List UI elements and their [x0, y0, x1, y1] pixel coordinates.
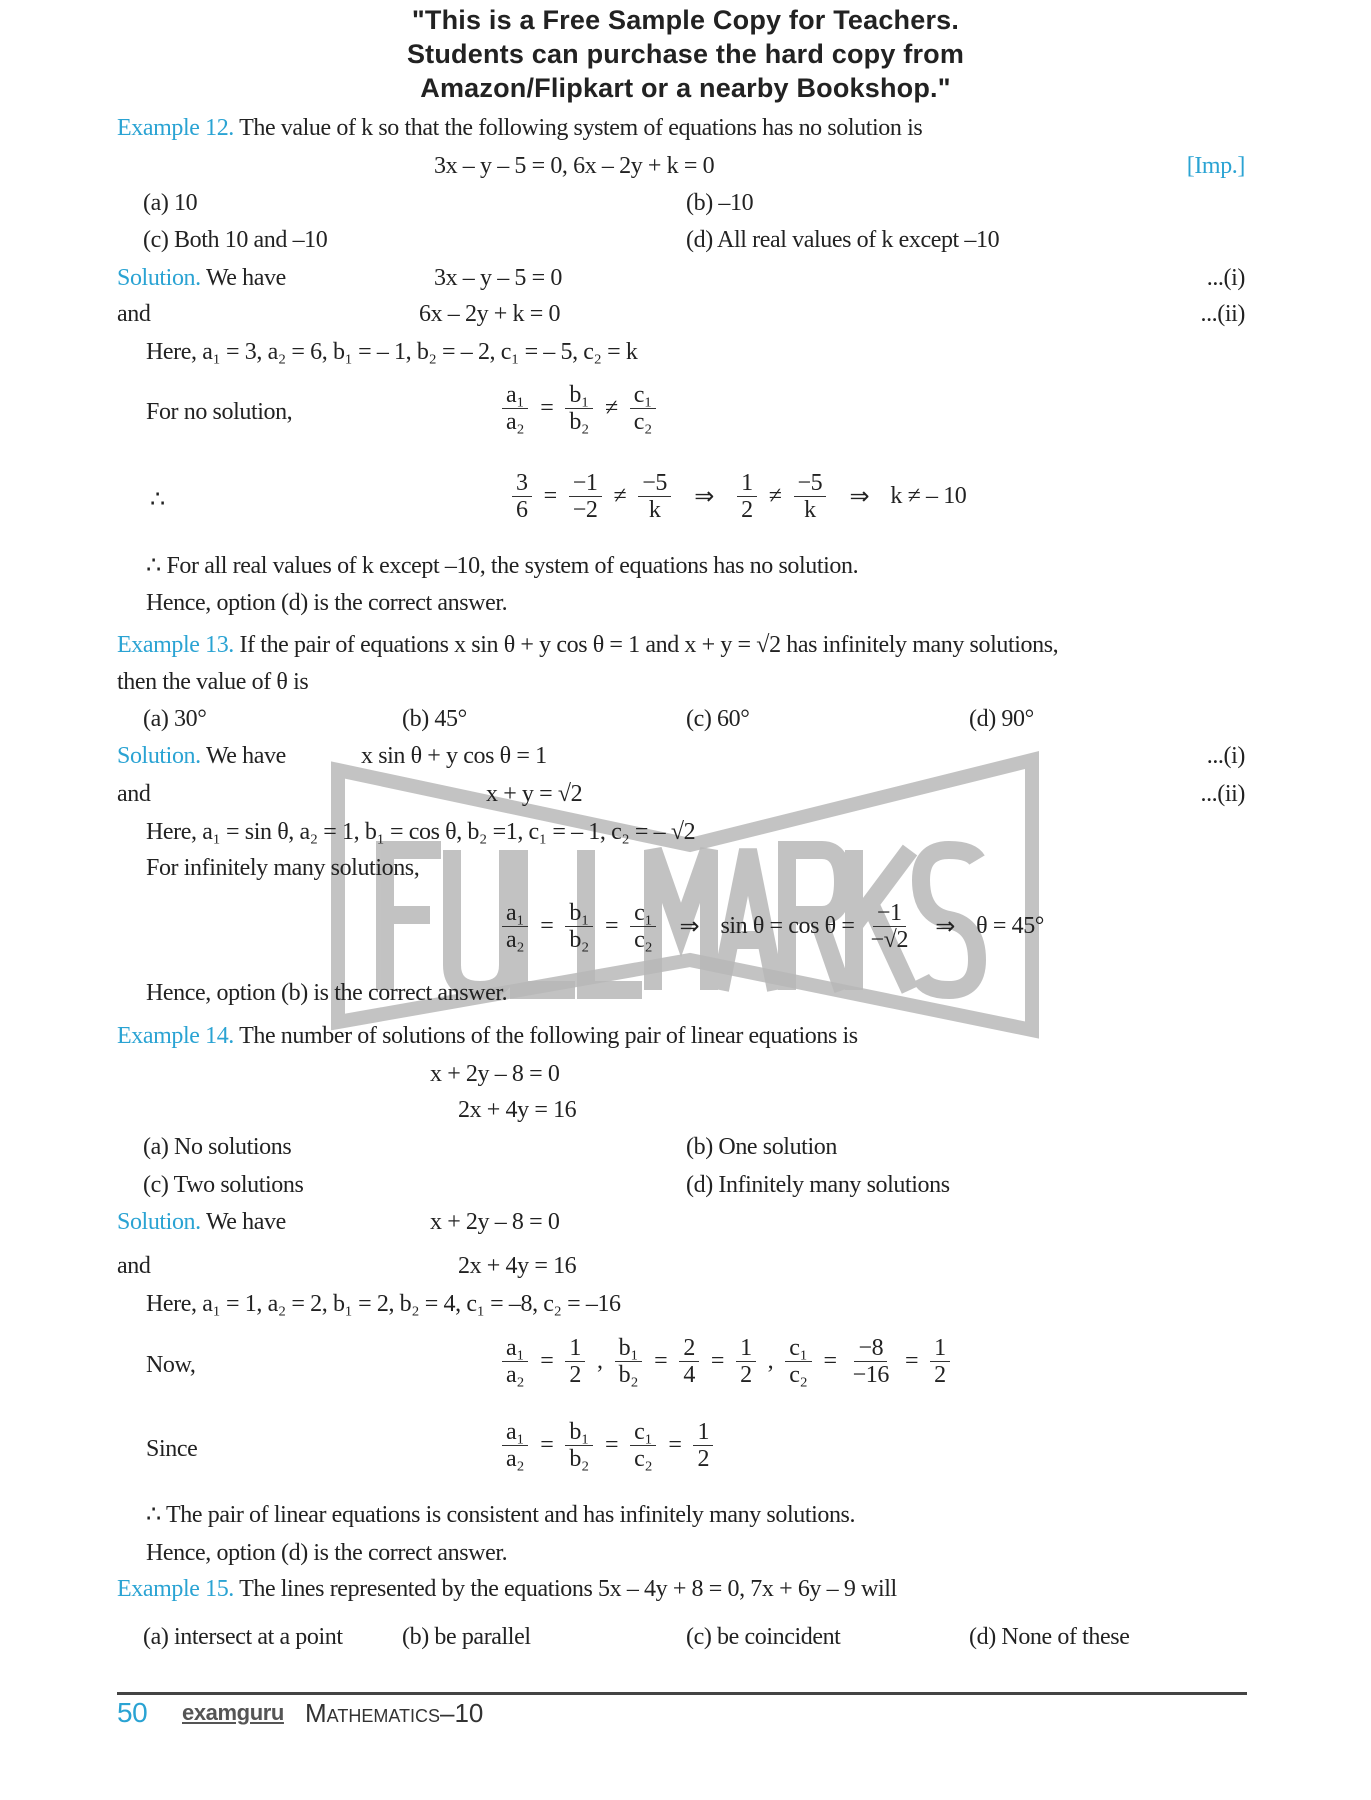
- fraction: [502, 1419, 528, 1472]
- denominator: a₂: [506, 927, 525, 953]
- numerator: −8: [854, 1335, 887, 1362]
- fraction: [512, 470, 532, 523]
- we-have: We have: [205, 743, 286, 769]
- option-a: (a) No solutions: [143, 1134, 292, 1160]
- math-symbol: =: [540, 395, 554, 421]
- option-d: (d) 90°: [969, 706, 1034, 732]
- option-c: (c) Two solutions: [143, 1172, 304, 1198]
- denominator: a₂: [506, 409, 525, 435]
- math-symbol: k ≠ – 10: [890, 483, 967, 509]
- solution-label: Solution.: [117, 743, 201, 769]
- denominator: k: [648, 497, 661, 523]
- we-have: We have: [205, 265, 286, 291]
- numerator: c₁: [785, 1335, 811, 1362]
- math-symbol: ⇒: [668, 914, 711, 940]
- equation-tag-1: ...(i): [1206, 743, 1245, 769]
- now-label: Now,: [146, 1352, 196, 1378]
- numerator: 1: [737, 470, 757, 497]
- condition-label: For infinitely many solutions,: [146, 855, 420, 881]
- equation-1: x sin θ + y cos θ = 1: [361, 743, 547, 769]
- numerator: a₁: [502, 1419, 528, 1446]
- condition-label: For no solution,: [146, 399, 293, 425]
- fraction: [565, 1419, 593, 1472]
- fraction: [867, 900, 913, 953]
- option-b: (b) One solution: [686, 1134, 837, 1160]
- math-symbol: =: [710, 1348, 725, 1374]
- fraction: [502, 900, 528, 953]
- equation-2: x + y = √2: [486, 781, 583, 807]
- condition-formula: [500, 382, 658, 435]
- question-text: The lines represented by the equations 5x – 4y + 8 = 0, 7x + 6y – 9 will: [239, 1576, 897, 1602]
- importance-tag: [Imp.]: [1186, 153, 1245, 179]
- equation-tag-2: ...(ii): [1200, 781, 1245, 807]
- fraction: [785, 1335, 811, 1388]
- coefficients: Here, a₁ = 1, a₂ = 2, b₁ = 2, b₂ = 4, c₁ = –8, c₂ = –16: [146, 1291, 621, 1317]
- example-13-question: [117, 631, 1058, 659]
- denominator: 2: [741, 497, 753, 523]
- math-symbol: ,: [767, 1348, 774, 1374]
- math-symbol: sin θ = cos θ =: [720, 913, 855, 939]
- and-label: and: [117, 1253, 151, 1279]
- sample-notice-line-1: "This is a Free Sample Copy for Teachers.: [411, 5, 960, 35]
- coefficients: Here, a₁ = 3, a₂ = 6, b₁ = – 1, b₂ = – 2, c₁ = – 5, c₂ = k: [146, 339, 638, 365]
- numerator: b₁: [615, 1335, 643, 1362]
- book-title: Mathematics–10: [305, 1698, 484, 1728]
- numerator: a₁: [502, 900, 528, 927]
- equation-1: 3x – y – 5 = 0: [434, 265, 562, 291]
- and-label: and: [117, 301, 151, 327]
- solution-label: Solution.: [117, 1209, 201, 1235]
- numerator: 1: [736, 1335, 756, 1362]
- solution-intro: [117, 264, 286, 292]
- numerator: 1: [693, 1419, 713, 1446]
- footer-divider: [117, 1692, 1247, 1695]
- example-label: Example 14.: [117, 1023, 234, 1049]
- fraction: [630, 900, 656, 953]
- numerator: b₁: [565, 1419, 593, 1446]
- denominator: k: [804, 497, 816, 523]
- ratio-calculation: [500, 1335, 952, 1388]
- numerator: −5: [794, 470, 827, 497]
- math-symbol: =: [540, 1348, 554, 1374]
- we-have: We have: [205, 1209, 286, 1235]
- option-a: (a) 10: [143, 190, 198, 216]
- numerator: 3: [512, 470, 532, 497]
- solution-intro: [117, 1208, 286, 1236]
- question-text: The number of solutions of the following pair of linear equations is: [239, 1023, 858, 1049]
- math-symbol: ,: [596, 1348, 603, 1374]
- fraction: [630, 1419, 656, 1472]
- denominator: b₂: [569, 1446, 589, 1472]
- denominator: 2: [697, 1446, 710, 1472]
- math-symbol: =: [604, 913, 619, 939]
- math-symbol: ⇒: [838, 484, 881, 510]
- answer: Hence, option (b) is the correct answer.: [146, 980, 508, 1006]
- sample-notice-line-2: Students can purchase the hard copy from: [406, 39, 965, 69]
- answer: Hence, option (d) is the correct answer.: [146, 1540, 508, 1566]
- denominator: b₂: [618, 1362, 639, 1388]
- option-c: (c) 60°: [686, 706, 750, 732]
- question-continued: then the value of θ is: [117, 669, 309, 695]
- math-symbol: =: [540, 1432, 554, 1458]
- fraction: [638, 470, 671, 523]
- therefore-symbol: ∴: [150, 487, 165, 513]
- math-symbol: =: [905, 1348, 919, 1374]
- numerator: 1: [565, 1335, 585, 1362]
- examguru-logo: examguru: [182, 1700, 284, 1725]
- sample-notice-line-3: Amazon/Flipkart or a nearby Bookshop.": [420, 73, 951, 103]
- denominator: 4: [683, 1362, 695, 1388]
- example-label: Example 13.: [117, 632, 234, 658]
- option-a: (a) intersect at a point: [143, 1624, 343, 1650]
- denominator: a₂: [506, 1362, 525, 1388]
- denominator: c₂: [633, 409, 652, 435]
- denominator: b₂: [569, 927, 589, 953]
- math-symbol: θ = 45°: [976, 913, 1045, 939]
- conclusion: ∴ For all real values of k except –10, the system of equations has no solution.: [146, 553, 859, 579]
- numerator: a₁: [502, 1335, 528, 1362]
- equation-b: 2x + 4y = 16: [458, 1097, 577, 1123]
- option-d: (d) None of these: [969, 1624, 1130, 1650]
- numerator: b₁: [565, 382, 593, 409]
- solution-label: Solution.: [117, 265, 201, 291]
- option-d: (d) Infinitely many solutions: [686, 1172, 950, 1198]
- solution-intro: [117, 742, 286, 770]
- math-symbol: =: [668, 1432, 682, 1458]
- fraction: [615, 1335, 643, 1388]
- denominator: c₂: [634, 927, 653, 953]
- numerator: c₁: [630, 900, 656, 927]
- fraction: [849, 1335, 893, 1388]
- option-a: (a) 30°: [143, 706, 207, 732]
- question-text: If the pair of equations x sin θ + y cos θ = 1 and x + y = √2 has infinitely many solutions,: [239, 632, 1059, 658]
- numerator: c₁: [630, 1419, 656, 1446]
- denominator: −√2: [870, 927, 909, 953]
- option-b: (b) 45°: [402, 706, 467, 732]
- numerator: −1: [873, 900, 906, 927]
- denominator: 2: [740, 1362, 752, 1388]
- math-symbol: ⇒: [683, 484, 726, 510]
- math-symbol: =: [823, 1348, 837, 1374]
- and-label: and: [117, 781, 151, 807]
- example-14-question: [117, 1022, 858, 1050]
- option-c: (c) be coincident: [686, 1624, 841, 1650]
- fraction: [736, 1335, 756, 1388]
- numerator: a₁: [502, 382, 528, 409]
- fraction: [737, 470, 757, 523]
- option-c: (c) Both 10 and –10: [143, 227, 328, 253]
- example-12-question: [117, 114, 922, 142]
- math-symbol: ⇒: [924, 914, 967, 940]
- math-symbol: =: [654, 1348, 668, 1374]
- example-label: Example 15.: [117, 1576, 234, 1602]
- option-b: (b) –10: [686, 190, 754, 216]
- numerator: 1: [930, 1335, 950, 1362]
- fraction: [565, 382, 593, 435]
- fraction: [502, 1335, 528, 1388]
- fraction: [930, 1335, 950, 1388]
- question-text: The value of k so that the following system of equations has no solution is: [239, 115, 923, 141]
- conclusion: ∴ The pair of linear equations is consistent and has infinitely many solutions.: [146, 1502, 856, 1528]
- denominator: 2: [934, 1362, 946, 1388]
- option-d: (d) All real values of k except –10: [686, 227, 1000, 253]
- fraction: [569, 470, 602, 523]
- denominator: c₂: [789, 1362, 808, 1388]
- equation-2: 6x – 2y + k = 0: [419, 301, 561, 327]
- coefficients: Here, a₁ = sin θ, a₂ = 1, b₁ = cos θ, b₂ =1, c₁ = – 1, c₂ = – √2: [146, 819, 696, 845]
- numerator: 2: [679, 1335, 699, 1362]
- fraction: [693, 1419, 713, 1472]
- denominator: −2: [572, 497, 598, 523]
- option-b: (b) be parallel: [402, 1624, 531, 1650]
- example-15-question: [117, 1575, 897, 1603]
- denominator: 2: [569, 1362, 581, 1388]
- ratio-equality: [500, 1419, 715, 1472]
- equation-tag-2: ...(ii): [1200, 301, 1245, 327]
- equation-tag-1: ...(i): [1206, 265, 1245, 291]
- equation-a: x + 2y – 8 = 0: [430, 1061, 560, 1087]
- example-label: Example 12.: [117, 115, 234, 141]
- math-symbol: =: [604, 1432, 619, 1458]
- math-symbol: =: [540, 913, 554, 939]
- math-symbol: =: [543, 483, 557, 509]
- equation: 3x – y – 5 = 0, 6x – 2y + k = 0: [434, 153, 715, 179]
- fraction: [630, 382, 656, 435]
- numerator: b₁: [565, 900, 593, 927]
- calculation: [510, 470, 966, 523]
- fraction: [565, 1335, 585, 1388]
- numerator: −1: [569, 470, 602, 497]
- since-label: Since: [146, 1436, 198, 1462]
- denominator: a₂: [506, 1446, 525, 1472]
- denominator: −16: [852, 1362, 889, 1388]
- math-symbol: ≠: [768, 483, 782, 509]
- equation-2: 2x + 4y = 16: [458, 1253, 577, 1279]
- math-symbol: ≠: [613, 483, 627, 509]
- denominator: c₂: [634, 1446, 653, 1472]
- fraction: [679, 1335, 699, 1388]
- numerator: −5: [638, 470, 671, 497]
- answer: Hence, option (d) is the correct answer.: [146, 590, 508, 616]
- fraction: [502, 382, 528, 435]
- math-symbol: ≠: [604, 395, 618, 421]
- fraction: [794, 470, 827, 523]
- numerator: c₁: [630, 382, 656, 409]
- equation-1: x + 2y – 8 = 0: [430, 1209, 560, 1235]
- page-number: 50: [117, 1697, 148, 1728]
- denominator: 6: [516, 497, 528, 523]
- fraction: [565, 900, 593, 953]
- denominator: b₂: [569, 409, 589, 435]
- condition-formula: [500, 900, 1044, 953]
